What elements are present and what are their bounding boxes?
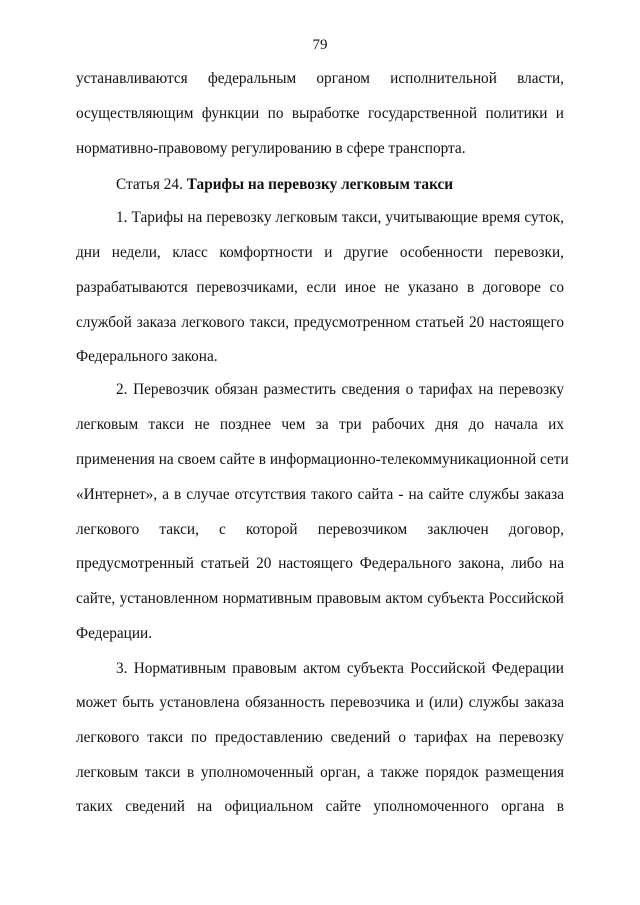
text-line: Федерации. xyxy=(76,625,153,642)
article-title: Тарифы на перевозку легковым такси xyxy=(186,176,454,193)
text-line: «Интернет», а в случае отсутствия такого сайта - на сайте службы заказа xyxy=(76,486,564,503)
text-line: Федерального закона. xyxy=(76,348,218,365)
text-line: нормативно-правовому регулированию в сфере транспорта. xyxy=(76,140,466,157)
text-line: легкового такси по предоставлению сведений о тарифах на перевозку xyxy=(76,729,564,746)
text-line: предусмотренный статьей 20 настоящего Федерального закона, либо на xyxy=(76,555,564,572)
text-line: службой заказа легкового такси, предусмотренном статьей 20 настоящего xyxy=(76,314,564,331)
text-line: дни недели, класс комфортности и другие особенности перевозки, xyxy=(76,244,564,261)
paragraph-start: 1. Тарифы на перевозку легковым такси, учитывающие время суток, xyxy=(116,209,564,226)
text-line: легкового такси, с которой перевозчиком заключен договор, xyxy=(76,521,564,538)
text-line: таких сведений на официальном сайте уполномоченного органа в xyxy=(76,798,564,815)
text-line: может быть установлена обязанность перевозчика и (или) службы заказа xyxy=(76,694,564,711)
text-line: легковым такси не позднее чем за три рабочих дня до начала их xyxy=(76,416,564,433)
article-heading xyxy=(116,175,564,195)
article-number: Статья 24. xyxy=(116,176,187,193)
page-number: 79 xyxy=(312,37,328,53)
text-line: осуществляющим функции по выработке государственной политики и xyxy=(76,105,564,122)
paragraph-start: 2. Перевозчик обязан разместить сведения о тарифах на перевозку xyxy=(116,381,564,398)
text-line: легковым такси в уполномоченный орган, а также порядок размещения xyxy=(76,764,564,781)
text-line: сайте, установленном нормативным правовым актом субъекта Российской xyxy=(76,590,564,607)
paragraph-start: 3. Нормативным правовым актом субъекта Российской Федерации xyxy=(116,660,564,677)
text-line: разрабатываются перевозчиками, если иное не указано в договоре со xyxy=(76,279,564,296)
text-line: устанавливаются федеральным органом исполнительной власти, xyxy=(76,70,564,87)
text-line: применения на своем сайте в информационно-телекоммуникационной сети xyxy=(76,451,569,468)
